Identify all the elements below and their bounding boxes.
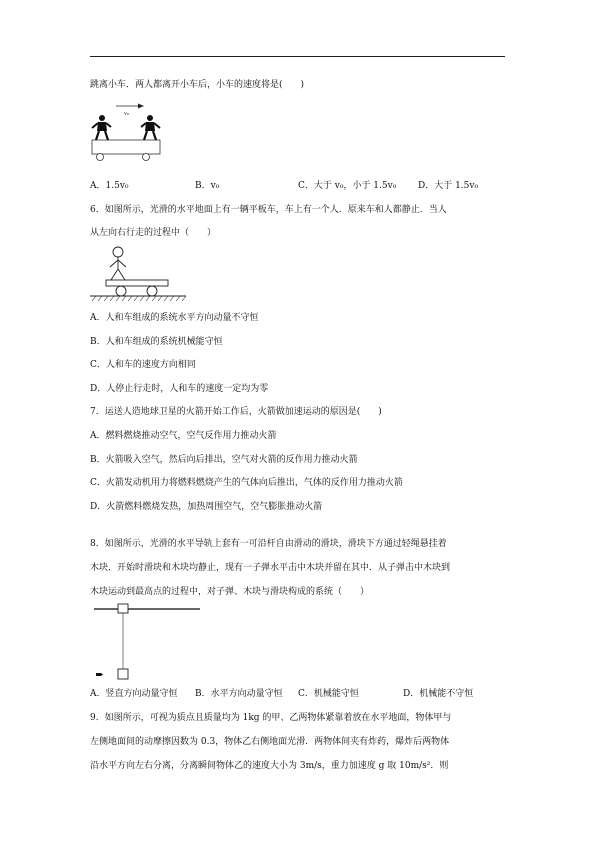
q9-stem-line3: 沿水平方向左右分离，分离瞬间物体乙的速度大小为 3m/s，重力加速度 g 取 10m/s²．则 bbox=[90, 761, 449, 771]
q6-option-c[interactable]: C．人和车的速度方向相同 bbox=[90, 360, 196, 370]
q8-stem-line2: 木块．开始时滑块和木块均静止，现有一子弹水平击中木块并留在其中．从子弹击中木块到 bbox=[90, 563, 451, 573]
q5-option-d[interactable]: D．大于 1.5v₀ bbox=[418, 181, 479, 191]
q8-option-a[interactable]: A．竖直方向动量守恒 bbox=[90, 689, 178, 699]
q5-option-b[interactable]: B．v₀ bbox=[195, 181, 220, 191]
q6-option-d[interactable]: D．人停止行走时，人和车的速度一定均为零 bbox=[90, 384, 269, 394]
q7-option-a[interactable]: A．燃料燃烧推动空气，空气反作用力推动火箭 bbox=[90, 431, 277, 441]
q7-option-d[interactable]: D．火箭燃料燃烧发热，加热周围空气，空气膨胀推动火箭 bbox=[90, 502, 323, 512]
q8-stem-line3: 木块运动到最高点的过程中，对子弹、木块与滑块构成的系统（ ） bbox=[90, 587, 370, 597]
q8-option-b[interactable]: B．水平方向动量守恒 bbox=[195, 689, 283, 699]
q5-figure-cart bbox=[88, 98, 168, 166]
q9-stem-line2: 左侧地面间的动摩擦因数为 0.3，物体乙右侧地面光滑．两物体间夹有炸药，爆炸后两物体 bbox=[90, 737, 450, 747]
q5-figure-v0-label: v₀ bbox=[124, 111, 129, 117]
q7-option-b[interactable]: B．火箭吸入空气，然后向后排出，空气对火箭的反作用力推动火箭 bbox=[90, 455, 358, 465]
q9-stem-line1: 9．如图所示，可视为质点且质量均为 1kg 的甲、乙两物体紧靠着放在水平地面，物体甲与 bbox=[90, 713, 452, 723]
q7-option-c[interactable]: C．火箭发动机用力将燃料燃烧产生的气体向后推出，气体的反作用力推动火箭 bbox=[90, 478, 403, 488]
q6-stem-line1: 6．如图所示，光滑的水平地面上有一辆平板车，车上有一个人．原来车和人都静止．当人 bbox=[90, 205, 447, 215]
q6-option-a[interactable]: A．人和车组成的系统水平方向动量不守恒 bbox=[90, 313, 259, 323]
q6-option-b[interactable]: B．人和车组成的系统机械能守恒 bbox=[90, 337, 223, 347]
q8-option-d[interactable]: D．机械能不守恒 bbox=[403, 689, 474, 699]
header-rule bbox=[90, 56, 505, 57]
q8-stem-line1: 8．如图所示，光滑的水平导轨上套有一可沿杆自由滑动的滑块，滑块下方通过轻绳悬挂着 bbox=[90, 539, 447, 549]
q8-option-c[interactable]: C．机械能守恒 bbox=[298, 689, 359, 699]
q5-option-c[interactable]: C．大于 v₀，小于 1.5v₀ bbox=[298, 181, 397, 191]
q5-option-a[interactable]: A．1.5v₀ bbox=[90, 181, 129, 191]
q6-stem-line2: 从左向右行走的过程中（ ） bbox=[90, 228, 217, 238]
q6-figure-person-on-cart bbox=[88, 243, 188, 305]
q8-figure-rail-slider-block bbox=[88, 600, 203, 682]
q5-stem-tail: 跳离小车．两人都离开小车后，小车的速度将是( ) bbox=[90, 80, 305, 90]
q7-stem: 7．运送人造地球卫星的火箭开始工作后，火箭做加速运动的原因是( ) bbox=[90, 407, 382, 417]
